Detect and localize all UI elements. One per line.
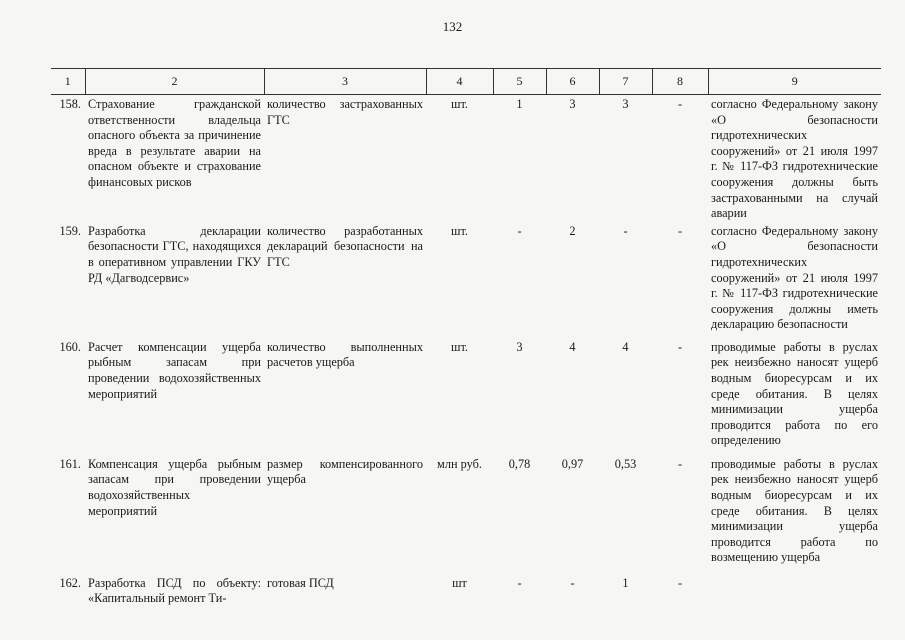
value-col-8: -: [677, 223, 683, 238]
unit: шт: [452, 575, 467, 590]
value-col-7: 0,53: [614, 456, 637, 471]
table-row: [51, 222, 881, 338]
table-row: [51, 338, 881, 455]
value-col-8: -: [677, 339, 683, 354]
table-header: [51, 69, 881, 95]
header-row: [51, 69, 881, 95]
value-col-5: 0,78: [508, 456, 531, 471]
value-col-7: -: [623, 223, 628, 238]
justification-note: согласно Федеральному закону «О безопасности гидротехнических сооружений» от 21 июля 1997 г. № 117-ФЗ гидротехнические сооружения должны иметь декларацию безопасности: [711, 223, 878, 332]
value-col-5: 3: [516, 339, 523, 354]
activity-name: Разработка ПСД по объекту: «Капитальный ремонт Ти-: [88, 575, 261, 606]
header-col-1: 1: [51, 69, 85, 95]
justification-note: согласно Федеральному закону «О безопасности гидротехнических сооружений» от 21 июля 1997 г. № 117-ФЗ гидротехнические сооружения должны быть застрахованными на случай аварии: [711, 97, 878, 221]
table-row: [51, 574, 881, 626]
indicator: количество выполненных расчетов ущерба: [267, 339, 423, 370]
row-number: 159.: [59, 223, 81, 238]
value-col-7: 1: [622, 575, 629, 590]
indicator: размер компенсированного ущерба: [267, 456, 423, 487]
unit: шт.: [451, 223, 468, 238]
header-col-5: 5: [493, 69, 546, 95]
unit: шт.: [451, 339, 468, 354]
activity-name: Компенсация ущерба рыбным запасам при проведении водохозяйственных мероприятий: [88, 456, 261, 518]
table-body: [51, 95, 881, 626]
value-col-8: -: [677, 575, 683, 590]
row-number: 158.: [59, 97, 81, 111]
value-col-6: 0,97: [561, 456, 584, 471]
header-col-6: 6: [546, 69, 599, 95]
indicator: готовая ПСД: [267, 575, 334, 590]
data-table: [51, 68, 881, 626]
page-number: 132: [442, 19, 463, 34]
header-col-9: 9: [708, 69, 881, 95]
table-row: [51, 95, 881, 222]
value-col-5: -: [517, 575, 522, 590]
row-number: 161.: [59, 456, 81, 471]
value-col-5: -: [517, 223, 522, 238]
header-col-3: 3: [264, 69, 426, 95]
header-col-2: 2: [85, 69, 264, 95]
unit: млн руб.: [437, 456, 482, 471]
activity-name: Разработка декларации безопасности ГТС, находящихся в оперативном управлении ГКУ РД «Дагводсервис»: [88, 223, 261, 285]
value-col-8: -: [677, 456, 683, 471]
header-col-4: 4: [426, 69, 493, 95]
value-col-6: 3: [569, 97, 576, 111]
value-col-6: 4: [569, 339, 576, 354]
header-col-8: 8: [652, 69, 708, 95]
value-col-5: 1: [516, 97, 523, 111]
row-number: 162.: [59, 575, 81, 590]
activity-name: Страхование гражданской ответственности владельца опасного объекта за причинение вреда в результате аварии на опасном объекте и страхование финансовых рисков: [88, 97, 261, 189]
header-col-7: 7: [599, 69, 652, 95]
justification-note: проводимые работы в руслах рек неизбежно наносят ущерб водным биоресурсам и их среде обитания. В целях минимизации ущерба проводится работа по возмещению ущерба: [711, 456, 878, 565]
value-col-7: 4: [622, 339, 629, 354]
indicator: количество застрахованных ГТС: [267, 97, 423, 127]
unit: шт.: [451, 97, 468, 111]
table-row: [51, 455, 881, 574]
activity-name: Расчет компенсации ущерба рыбным запасам при проведении водохозяйственных мероприятий: [88, 339, 261, 401]
value-col-7: 3: [622, 97, 629, 111]
value-col-6: 2: [569, 223, 576, 238]
justification-note: [708, 574, 881, 626]
indicator: количество разработанных деклараций безопасности на ГТС: [267, 223, 423, 269]
value-col-6: -: [570, 575, 575, 590]
justification-note: проводимые работы в руслах рек неизбежно наносят ущерб водным биоресурсам и их среде обитания. В целях минимизации ущерба проводится работа по его определению: [711, 339, 878, 448]
value-col-8: -: [677, 97, 683, 111]
row-number: 160.: [59, 339, 81, 354]
